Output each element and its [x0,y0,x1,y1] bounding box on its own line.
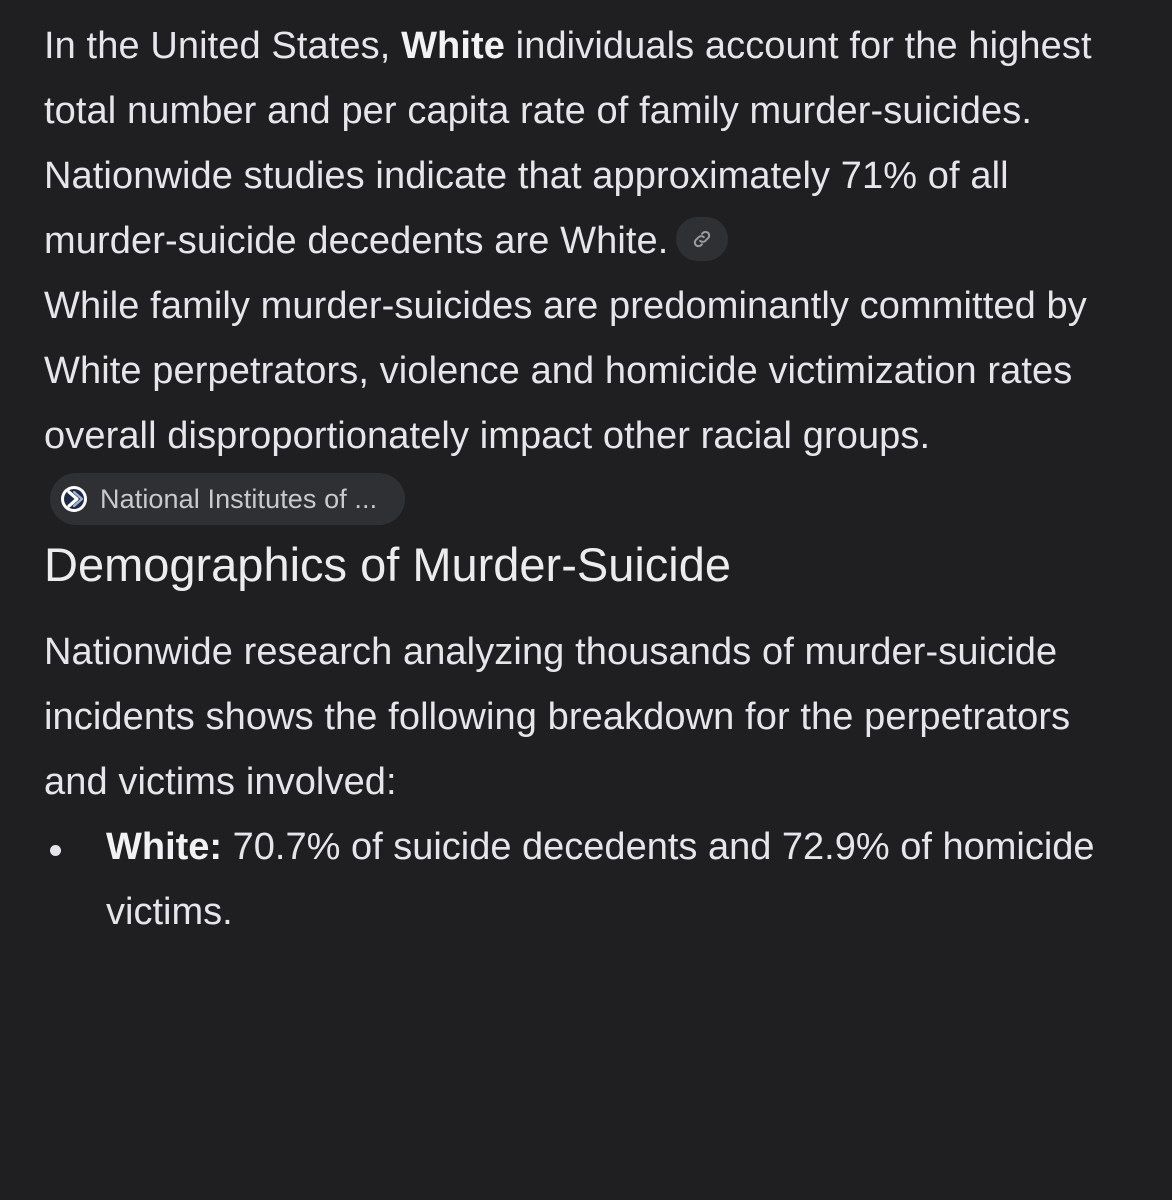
list-item [44,815,1112,945]
list-item-label: White: [106,826,223,868]
source-link-button[interactable] [676,217,728,261]
link-icon [691,228,713,250]
source-chip-label: National Institutes of ... [100,483,378,514]
source-logo-icon [58,483,90,515]
paragraph-2-text: While family murder-suicides are predominantly committed by White perpetrators, violence and homicide victimization rates overall disproportionately impact other racial groups. [44,285,1087,457]
paragraph-1-suffix: individuals account for the highest total number and per capita rate of family murder-suicides. Nationwide studies indicate that approximately 71% of all murder-suicide decedents are White. [44,25,1092,262]
bullet-dot-icon [50,845,61,856]
breakdown-list [44,815,1112,945]
paragraph-1-prefix: In the United States, [44,25,402,67]
paragraph-white-murder-suicides [44,14,1112,274]
list-item-text: 70.7% of suicide decedents and 72.9% of homicide victims. [106,826,1095,933]
paragraph-1-bold: White [401,25,506,67]
source-chip-nih[interactable] [50,473,405,525]
paragraph-violence-rates [44,274,1112,534]
paragraph-research-breakdown: Nationwide research analyzing thousands of murder-suicide incidents shows the following breakdown for the perpetrators and victims involved: [44,631,1071,803]
section-heading: Demographics of Murder-Suicide [44,538,732,591]
